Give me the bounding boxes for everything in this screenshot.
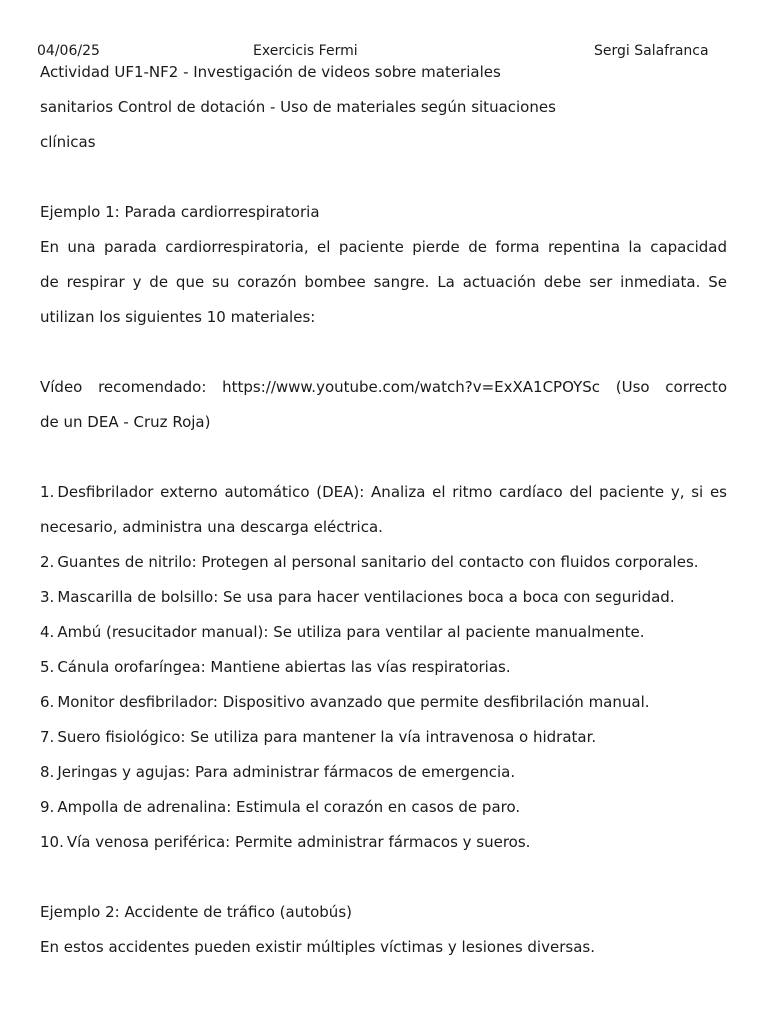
example-1-heading: Ejemplo 1: Parada cardiorrespiratoria [40, 203, 320, 221]
doc-title-line-3: clínicas [40, 133, 96, 151]
list-item-number: 1. [40, 483, 55, 501]
list-item [40, 615, 727, 650]
example-1-paragraph-line-3: utilizan los siguientes 10 materiales: [40, 308, 316, 326]
list-item-text: Ampolla de adrenalina: Estimula el corazón en casos de paro. [57, 798, 521, 816]
doc-title-line-2: sanitarios Control de dotación - Uso de materiales según situaciones [40, 98, 556, 116]
list-item-number: 7. [40, 728, 55, 746]
header-author: Sergi Salafranca [594, 43, 709, 59]
doc-title-line-1: Actividad UF1-NF2 - Investigación de videos sobre materiales [40, 63, 501, 81]
list-item-text: Guantes de nitrilo: Protegen al personal sanitario del contacto con fluidos corporales. [57, 553, 699, 571]
list-item-number: 8. [40, 763, 55, 781]
list-item-text [57, 475, 727, 510]
list-item-number: 5. [40, 658, 55, 676]
list-item-number: 3. [40, 588, 55, 606]
list-item-text: Cánula orofaríngea: Mantiene abiertas las vías respiratorias. [57, 658, 511, 676]
list-item [40, 755, 727, 790]
list-item [40, 650, 727, 685]
list-item-text: Vía venosa periférica: Permite administrar fármacos y sueros. [66, 833, 531, 851]
list-item-text: Mascarilla de bolsillo: Se usa para hacer ventilaciones boca a boca con seguridad. [57, 588, 675, 606]
example-2-paragraph-line-1: En estos accidentes pueden existir múltiples víctimas y lesiones diversas. [40, 938, 595, 956]
list-item-text: Suero fisiológico: Se utiliza para mantener la vía intravenosa o hidratar. [57, 728, 597, 746]
example-1-paragraph-line-1: En una parada cardiorrespiratoria, el paciente pierde de forma repentina la capacidad [40, 238, 727, 256]
list-item-number: 9. [40, 798, 55, 816]
example-2-heading: Ejemplo 2: Accidente de tráfico (autobús) [40, 903, 352, 921]
list-item [40, 685, 727, 720]
list-item-number: 10. [40, 833, 64, 851]
list-item-text: Jeringas y agujas: Para administrar fármacos de emergencia. [57, 763, 516, 781]
spacer [40, 440, 727, 475]
list-item-text-line-1: Desfibrilador externo automático (DEA): Analiza el ritmo cardíaco del paciente y, si es [57, 483, 727, 501]
spacer [40, 860, 727, 895]
list-item [40, 825, 727, 860]
header-date: 04/06/25 [37, 43, 100, 59]
header-title: Exercicis Fermi [253, 43, 358, 59]
video-recommendation-line-2: de un DEA - Cruz Roja) [40, 413, 211, 431]
document-body [40, 55, 727, 965]
list-item [40, 475, 727, 510]
video-recommendation-line-1: Vídeo recomendado: https://www.youtube.com/watch?v=ExXA1CPOYSc (Uso correcto [40, 378, 727, 396]
list-item-text: Monitor desfibrilador: Dispositivo avanzado que permite desfibrilación manual. [57, 693, 650, 711]
spacer [40, 160, 727, 195]
list-item-text: Ambú (resucitador manual): Se utiliza para ventilar al paciente manualmente. [57, 623, 645, 641]
list-item [40, 580, 727, 615]
list-item [40, 790, 727, 825]
spacer [40, 335, 727, 370]
list-item [40, 545, 727, 580]
list-item-number: 6. [40, 693, 55, 711]
list-item [40, 720, 727, 755]
example-1-paragraph-line-2: de respirar y de que su corazón bombee sangre. La actuación debe ser inmediata. Se [40, 273, 727, 291]
list-item-number: 4. [40, 623, 55, 641]
list-item-number: 2. [40, 553, 55, 571]
list-item-text-line-2: necesario, administra una descarga eléctrica. [40, 518, 383, 536]
